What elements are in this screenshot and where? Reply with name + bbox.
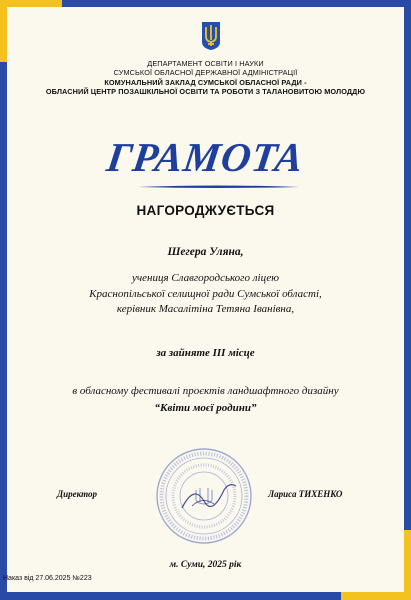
trident-icon (201, 21, 221, 51)
signature-name: Лариса ТИХЕНКО (268, 489, 343, 499)
festival-line-1: в обласному фестивалі проєктів ландшафтного дизайну (72, 385, 339, 397)
festival-name: “Квіти моєї родини” (154, 402, 257, 414)
official-seal-stamp (154, 446, 254, 546)
issuer-line-1: ДЕПАРТАМЕНТ ОСВІТИ І НАУКИ (147, 59, 264, 68)
award-place: за зайняте ІІІ місце (156, 347, 255, 359)
description-line-3: керівник Масалітіна Тетяна Іванівна, (116, 303, 295, 315)
order-reference: Наказ від 27.06.2025 №223 (3, 575, 92, 582)
certificate-paper (7, 7, 404, 592)
certificate-title: ГРАМОТА (104, 134, 307, 180)
awarded-heading: НАГОРОДЖУЄТЬСЯ (136, 203, 275, 218)
recipient-name: Шегера Уляна, (167, 246, 244, 258)
description-line-2: Краснопільської селищної ради Сумської області, (89, 287, 322, 300)
signature-role: Директор (57, 489, 97, 499)
issuer-line-2: СУМСЬКОЇ ОБЛАСНОЇ ДЕРЖАВНОЇ АДМІНІСТРАЦІЇ (113, 68, 298, 78)
description-line-1: учениця Славгородського ліцею (131, 272, 279, 284)
issuer-header (7, 59, 404, 97)
festival-description (7, 383, 404, 417)
issuer-line-3: КОМУНАЛЬНИЙ ЗАКЛАД СУМСЬКОЇ ОБЛАСНОЇ РАДИ - (104, 77, 307, 87)
issuer-line-4: ОБЛАСНИЙ ЦЕНТР ПОЗАШКІЛЬНОЇ ОСВІТИ ТА РОБОТИ З ТАЛАНОВИТОЮ МОЛОДДЮ (45, 87, 366, 97)
title-underline-flourish (136, 183, 301, 190)
issue-city-year: м. Суми, 2025 рік (169, 560, 242, 570)
recipient-description (7, 271, 404, 318)
